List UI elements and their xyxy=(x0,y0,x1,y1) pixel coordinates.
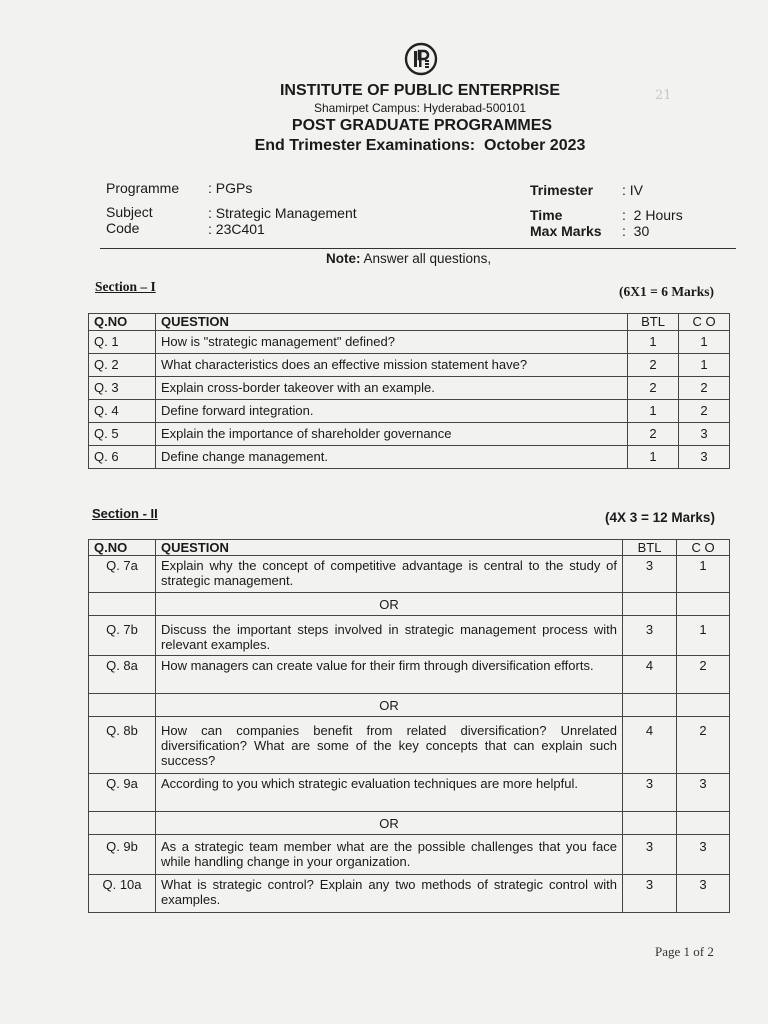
btl-cell: 3 xyxy=(623,556,677,593)
or-row xyxy=(89,694,730,717)
table-header-row xyxy=(89,540,730,556)
btl-cell: 1 xyxy=(628,400,679,423)
question-cell: Define forward integration. xyxy=(156,400,628,423)
section-2-table xyxy=(88,539,730,913)
col-header-question: QUESTION xyxy=(156,540,623,556)
or-label: OR xyxy=(156,694,623,717)
header-divider xyxy=(100,248,736,249)
or-spacer xyxy=(623,593,677,616)
co-cell: 3 xyxy=(677,875,730,913)
question-cell: Explain why the concept of competitive advantage is central to the study of strategic management. xyxy=(156,556,623,593)
btl-cell: 3 xyxy=(623,875,677,913)
col-header-qno: Q.NO xyxy=(89,540,156,556)
code-value: : 23C401 xyxy=(208,221,265,237)
col-header-qno: Q.NO xyxy=(89,314,156,331)
co-cell: 3 xyxy=(679,423,730,446)
question-cell: Explain the importance of shareholder governance xyxy=(156,423,628,446)
btl-cell: 3 xyxy=(623,774,677,812)
institute-name: INSTITUTE OF PUBLIC ENTERPRISE xyxy=(279,82,560,99)
section-2-title xyxy=(92,506,158,521)
code-label: Code xyxy=(106,220,140,236)
co-cell: 1 xyxy=(679,331,730,354)
or-spacer xyxy=(677,694,730,717)
programme-value: : PGPs xyxy=(208,180,253,196)
table-row xyxy=(89,331,730,354)
section-1-title xyxy=(95,279,156,295)
qno-cell: Q. 3 xyxy=(89,377,156,400)
co-cell: 3 xyxy=(677,774,730,812)
table-row xyxy=(89,875,730,913)
btl-cell: 3 xyxy=(623,835,677,875)
ipe-logo xyxy=(404,42,438,76)
table-row xyxy=(89,616,730,656)
table-row xyxy=(89,446,730,469)
table-row xyxy=(89,656,730,694)
instructions-note xyxy=(326,251,491,266)
qno-cell: Q. 9b xyxy=(89,835,156,875)
question-cell: What characteristics does an effective mission statement have? xyxy=(156,354,628,377)
question-cell: What is strategic control? Explain any two methods of strategic control with examples. xyxy=(156,875,623,913)
co-cell: 1 xyxy=(677,556,730,593)
co-cell: 1 xyxy=(679,354,730,377)
trimester-value: : IV xyxy=(622,182,644,198)
co-cell: 3 xyxy=(677,835,730,875)
campus-address: Shamirpet Campus: Hyderabad-500101 xyxy=(313,101,527,115)
qno-cell: Q. 2 xyxy=(89,354,156,377)
question-cell: Explain cross-border takeover with an example. xyxy=(156,377,628,400)
col-header-co: C O xyxy=(679,314,730,331)
table-row xyxy=(89,400,730,423)
table-row xyxy=(89,423,730,446)
co-cell: 2 xyxy=(679,377,730,400)
table-row xyxy=(89,717,730,774)
btl-cell: 1 xyxy=(628,446,679,469)
trimester-label: Trimester xyxy=(530,182,594,198)
section-1-title-text: Section – I xyxy=(95,279,156,294)
btl-cell: 2 xyxy=(628,423,679,446)
table-row xyxy=(89,354,730,377)
subject-value: : Strategic Management xyxy=(208,205,357,221)
question-cell: How managers can create value for their firm through diversification efforts. xyxy=(156,656,623,694)
or-row xyxy=(89,812,730,835)
table-row xyxy=(89,377,730,400)
co-cell: 2 xyxy=(677,717,730,774)
table-header-row xyxy=(89,314,730,331)
exam-title: End Trimester Examinations: October 2023 xyxy=(254,137,586,154)
btl-cell: 1 xyxy=(628,331,679,354)
or-spacer xyxy=(89,593,156,616)
question-cell: How can companies benefit from related diversification? Unrelated diversification? What are some of the key concepts that can explain such success? xyxy=(156,717,623,774)
subject-label: Subject xyxy=(106,204,153,220)
qno-cell: Q. 5 xyxy=(89,423,156,446)
btl-cell: 4 xyxy=(623,656,677,694)
btl-cell: 2 xyxy=(628,377,679,400)
col-header-co: C O xyxy=(677,540,730,556)
section-2-marks: (4X 3 = 12 Marks) xyxy=(605,510,715,525)
co-cell: 3 xyxy=(679,446,730,469)
section-1-table xyxy=(88,313,730,469)
qno-cell: Q. 8b xyxy=(89,717,156,774)
co-cell: 2 xyxy=(679,400,730,423)
question-cell: Discuss the important steps involved in strategic management process with relevant examples. xyxy=(156,616,623,656)
question-cell: How is "strategic management" defined? xyxy=(156,331,628,354)
note-text: Answer all questions, xyxy=(360,251,492,266)
or-row xyxy=(89,593,730,616)
table-row xyxy=(89,774,730,812)
or-spacer xyxy=(623,694,677,717)
time-label: Time xyxy=(530,207,563,223)
qno-cell: Q. 4 xyxy=(89,400,156,423)
question-cell: According to you which strategic evaluation techniques are more helpful. xyxy=(156,774,623,812)
or-spacer xyxy=(89,812,156,835)
max-marks-label: Max Marks xyxy=(530,223,602,239)
col-header-question: QUESTION xyxy=(156,314,628,331)
col-header-btl: BTL xyxy=(623,540,677,556)
question-cell: Define change management. xyxy=(156,446,628,469)
co-cell: 1 xyxy=(677,616,730,656)
or-label: OR xyxy=(156,593,623,616)
qno-cell: Q. 9a xyxy=(89,774,156,812)
col-header-btl: BTL xyxy=(628,314,679,331)
qno-cell: Q. 7a xyxy=(89,556,156,593)
section-2-title-text: Section - II xyxy=(92,506,158,521)
max-marks-value: : 30 xyxy=(622,223,650,239)
btl-cell: 3 xyxy=(623,616,677,656)
btl-cell: 4 xyxy=(623,717,677,774)
or-spacer xyxy=(677,593,730,616)
btl-cell: 2 xyxy=(628,354,679,377)
table-row xyxy=(89,556,730,593)
note-label: Note: xyxy=(326,251,361,266)
page-number: Page 1 of 2 xyxy=(655,944,714,959)
or-label: OR xyxy=(156,812,623,835)
table-row xyxy=(89,835,730,875)
time-value: : 2 Hours xyxy=(622,207,683,223)
programmes-title: POST GRADUATE PROGRAMMES xyxy=(291,117,553,134)
or-spacer xyxy=(623,812,677,835)
programme-label: Programme xyxy=(106,180,180,196)
qno-cell: Q. 6 xyxy=(89,446,156,469)
question-cell: As a strategic team member what are the possible challenges that you face while handling change in your organization. xyxy=(156,835,623,875)
or-spacer xyxy=(89,694,156,717)
qno-cell: Q. 7b xyxy=(89,616,156,656)
qno-cell: Q. 8a xyxy=(89,656,156,694)
pen-mark: 21 xyxy=(655,88,672,103)
qno-cell: Q. 10a xyxy=(89,875,156,913)
qno-cell: Q. 1 xyxy=(89,331,156,354)
or-spacer xyxy=(677,812,730,835)
section-1-marks: (6X1 = 6 Marks) xyxy=(619,284,715,299)
co-cell: 2 xyxy=(677,656,730,694)
